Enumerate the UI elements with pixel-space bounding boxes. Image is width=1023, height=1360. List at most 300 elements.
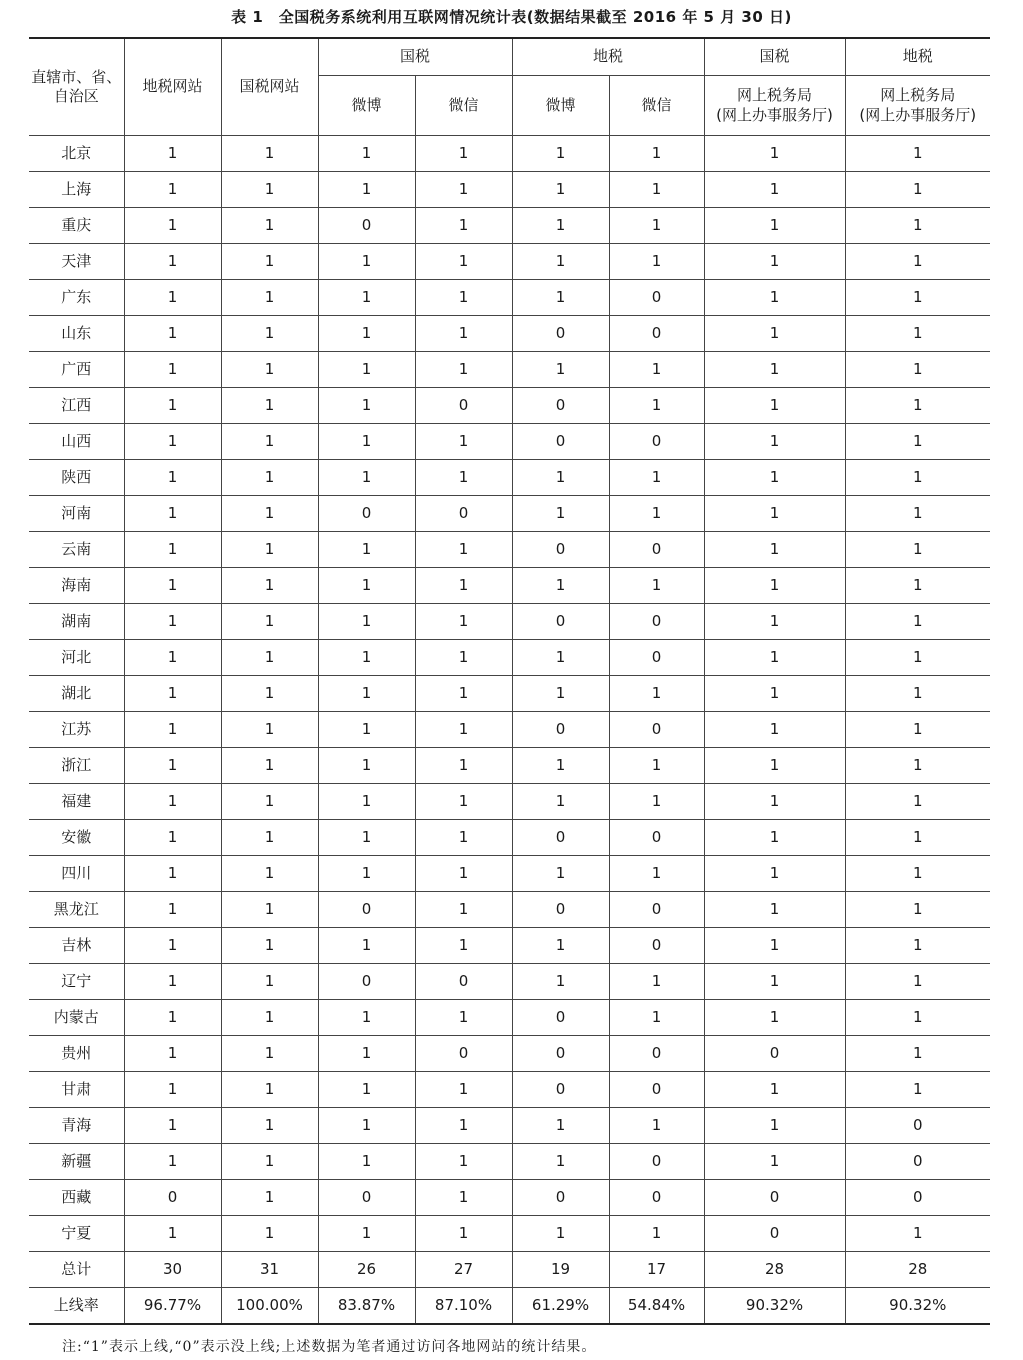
value-cell: 1: [124, 676, 221, 712]
value-cell: 1: [845, 964, 990, 1000]
value-cell: 0: [512, 1000, 609, 1036]
region-cell: 宁夏: [29, 1216, 124, 1252]
value-cell: 1: [415, 604, 512, 640]
value-cell: 1: [124, 928, 221, 964]
region-cell: 广东: [29, 280, 124, 316]
value-cell: 1: [221, 1072, 318, 1108]
region-cell: 浙江: [29, 748, 124, 784]
value-cell: 1: [512, 1108, 609, 1144]
table-row: [29, 244, 990, 280]
table-note: 注:“1”表示上线,“0”表示没上线;上述数据为笔者通过访问各地网站的统计结果。: [62, 1339, 597, 1355]
value-cell: 1: [415, 424, 512, 460]
value-cell: 1: [609, 1108, 704, 1144]
value-cell: 1: [704, 928, 845, 964]
value-cell: 0: [845, 1144, 990, 1180]
table-row: [29, 460, 990, 496]
value-cell: 0: [609, 892, 704, 928]
value-cell: 1: [609, 964, 704, 1000]
value-cell: 87.10%: [415, 1288, 512, 1325]
region-cell: 山东: [29, 316, 124, 352]
value-cell: 1: [704, 496, 845, 532]
value-cell: 1: [318, 316, 415, 352]
value-cell: 1: [318, 1144, 415, 1180]
region-cell: 内蒙古: [29, 1000, 124, 1036]
value-cell: 1: [124, 568, 221, 604]
value-cell: 1: [512, 676, 609, 712]
value-cell: 1: [124, 1000, 221, 1036]
value-cell: 1: [845, 316, 990, 352]
table-row: [29, 424, 990, 460]
value-cell: 0: [512, 820, 609, 856]
value-cell: 1: [704, 1108, 845, 1144]
value-cell: 1: [415, 460, 512, 496]
value-cell: 1: [415, 352, 512, 388]
value-cell: 1: [124, 820, 221, 856]
table-row: [29, 1252, 990, 1288]
value-cell: 1: [704, 640, 845, 676]
value-cell: 1: [124, 460, 221, 496]
region-cell: 河北: [29, 640, 124, 676]
value-cell: 0: [512, 424, 609, 460]
value-cell: 1: [124, 532, 221, 568]
value-cell: 1: [124, 1036, 221, 1072]
table-row: [29, 1000, 990, 1036]
value-cell: 1: [704, 892, 845, 928]
table-row: [29, 604, 990, 640]
table-row: [29, 316, 990, 352]
value-cell: 1: [845, 424, 990, 460]
header-region: 直辖市、省、 自治区: [29, 38, 124, 136]
value-cell: 1: [415, 280, 512, 316]
value-cell: 1: [318, 784, 415, 820]
value-cell: 1: [221, 1036, 318, 1072]
value-cell: 1: [704, 388, 845, 424]
value-cell: 1: [845, 604, 990, 640]
value-cell: 1: [609, 748, 704, 784]
value-cell: 1: [415, 1000, 512, 1036]
value-cell: 1: [609, 136, 704, 172]
value-cell: 1: [221, 532, 318, 568]
value-cell: 0: [512, 712, 609, 748]
header-gs-online-bureau: 网上税务局 (网上办事服务厅): [704, 76, 845, 136]
value-cell: 1: [609, 460, 704, 496]
value-cell: 1: [221, 712, 318, 748]
value-cell: 1: [221, 352, 318, 388]
statistics-table: [29, 37, 990, 1325]
value-cell: 1: [704, 172, 845, 208]
region-cell: 湖北: [29, 676, 124, 712]
value-cell: 1: [415, 172, 512, 208]
value-cell: 1: [318, 136, 415, 172]
value-cell: 1: [845, 280, 990, 316]
region-cell: 陕西: [29, 460, 124, 496]
header-gs-group: 国税: [318, 38, 512, 76]
value-cell: 0: [609, 712, 704, 748]
region-cell: 海南: [29, 568, 124, 604]
value-cell: 1: [704, 244, 845, 280]
value-cell: 1: [318, 604, 415, 640]
value-cell: 1: [124, 1144, 221, 1180]
value-cell: 1: [124, 892, 221, 928]
value-cell: 0: [512, 1072, 609, 1108]
value-cell: 1: [609, 352, 704, 388]
region-cell: 安徽: [29, 820, 124, 856]
value-cell: 0: [415, 496, 512, 532]
region-cell: 湖南: [29, 604, 124, 640]
value-cell: 1: [704, 604, 845, 640]
value-cell: 96.77%: [124, 1288, 221, 1325]
value-cell: 0: [318, 496, 415, 532]
region-cell: 吉林: [29, 928, 124, 964]
value-cell: 0: [512, 316, 609, 352]
value-cell: 61.29%: [512, 1288, 609, 1325]
value-cell: 0: [609, 1072, 704, 1108]
table-caption: 表 1 全国税务系统利用互联网情况统计表(数据结果截至 2016 年 5 月 30 日): [231, 8, 792, 26]
table-row: [29, 568, 990, 604]
value-cell: 1: [704, 316, 845, 352]
value-cell: 0: [318, 1180, 415, 1216]
value-cell: 1: [124, 1108, 221, 1144]
value-cell: 0: [415, 964, 512, 1000]
table-row: [29, 1216, 990, 1252]
value-cell: 1: [415, 532, 512, 568]
value-cell: 1: [221, 1216, 318, 1252]
value-cell: 0: [845, 1108, 990, 1144]
value-cell: 1: [845, 136, 990, 172]
value-cell: 1: [124, 352, 221, 388]
value-cell: 26: [318, 1252, 415, 1288]
value-cell: 1: [318, 352, 415, 388]
value-cell: 1: [415, 748, 512, 784]
value-cell: 1: [415, 856, 512, 892]
value-cell: 1: [845, 244, 990, 280]
value-cell: 0: [609, 820, 704, 856]
value-cell: 28: [704, 1252, 845, 1288]
region-cell: 天津: [29, 244, 124, 280]
value-cell: 1: [415, 640, 512, 676]
value-cell: 1: [415, 676, 512, 712]
header-ds-weixin: 微信: [609, 76, 704, 136]
region-cell: 河南: [29, 496, 124, 532]
value-cell: 1: [845, 496, 990, 532]
value-cell: 0: [609, 532, 704, 568]
value-cell: 1: [415, 928, 512, 964]
value-cell: 19: [512, 1252, 609, 1288]
region-cell: 上海: [29, 172, 124, 208]
value-cell: 0: [318, 892, 415, 928]
value-cell: 1: [124, 136, 221, 172]
value-cell: 1: [512, 352, 609, 388]
value-cell: 1: [318, 640, 415, 676]
value-cell: 1: [704, 964, 845, 1000]
value-cell: 1: [704, 532, 845, 568]
value-cell: 0: [609, 928, 704, 964]
value-cell: 0: [512, 1036, 609, 1072]
value-cell: 1: [221, 424, 318, 460]
value-cell: 1: [124, 496, 221, 532]
value-cell: 1: [124, 424, 221, 460]
table-row: [29, 1108, 990, 1144]
value-cell: 1: [704, 1072, 845, 1108]
value-cell: 1: [318, 928, 415, 964]
table-row: [29, 496, 990, 532]
table-row: [29, 208, 990, 244]
value-cell: 1: [124, 172, 221, 208]
value-cell: 1: [704, 460, 845, 496]
table-row: [29, 964, 990, 1000]
value-cell: 1: [318, 460, 415, 496]
table-row: [29, 280, 990, 316]
value-cell: 1: [512, 964, 609, 1000]
value-cell: 1: [512, 172, 609, 208]
region-cell: 总计: [29, 1252, 124, 1288]
value-cell: 1: [221, 820, 318, 856]
value-cell: 1: [415, 208, 512, 244]
value-cell: 30: [124, 1252, 221, 1288]
value-cell: 1: [845, 532, 990, 568]
value-cell: 1: [124, 388, 221, 424]
value-cell: 1: [845, 784, 990, 820]
value-cell: 1: [845, 388, 990, 424]
value-cell: 1: [512, 928, 609, 964]
value-cell: 31: [221, 1252, 318, 1288]
region-cell: 新疆: [29, 1144, 124, 1180]
region-cell: 青海: [29, 1108, 124, 1144]
value-cell: 0: [512, 532, 609, 568]
value-cell: 0: [609, 280, 704, 316]
value-cell: 1: [845, 712, 990, 748]
table-body: [29, 136, 990, 1325]
value-cell: 1: [609, 676, 704, 712]
value-cell: 0: [609, 1144, 704, 1180]
value-cell: 1: [221, 496, 318, 532]
table-row: [29, 928, 990, 964]
value-cell: 1: [318, 1108, 415, 1144]
table-row: [29, 820, 990, 856]
table-row: [29, 136, 990, 172]
value-cell: 1: [609, 1216, 704, 1252]
value-cell: 1: [415, 1072, 512, 1108]
value-cell: 0: [512, 604, 609, 640]
value-cell: 54.84%: [609, 1288, 704, 1325]
header-ds-group: 地税: [512, 38, 704, 76]
value-cell: 1: [512, 244, 609, 280]
value-cell: 1: [704, 280, 845, 316]
table-row: [29, 388, 990, 424]
table-row: [29, 1036, 990, 1072]
header-gs-online-top: 国税: [704, 38, 845, 76]
region-cell: 山西: [29, 424, 124, 460]
value-cell: 1: [221, 568, 318, 604]
value-cell: 1: [609, 388, 704, 424]
value-cell: 1: [415, 568, 512, 604]
value-cell: 1: [318, 1072, 415, 1108]
value-cell: 1: [415, 1108, 512, 1144]
value-cell: 0: [609, 424, 704, 460]
value-cell: 0: [415, 388, 512, 424]
value-cell: 1: [124, 748, 221, 784]
value-cell: 1: [512, 856, 609, 892]
value-cell: 1: [221, 1000, 318, 1036]
value-cell: 1: [415, 244, 512, 280]
table-row: [29, 1072, 990, 1108]
value-cell: 1: [318, 280, 415, 316]
value-cell: 1: [221, 316, 318, 352]
value-cell: 1: [704, 352, 845, 388]
value-cell: 1: [221, 280, 318, 316]
value-cell: 1: [609, 1000, 704, 1036]
value-cell: 1: [221, 460, 318, 496]
value-cell: 1: [415, 820, 512, 856]
value-cell: 1: [124, 856, 221, 892]
value-cell: 1: [221, 640, 318, 676]
value-cell: 1: [512, 784, 609, 820]
value-cell: 0: [512, 388, 609, 424]
value-cell: 1: [318, 172, 415, 208]
table-row: [29, 1180, 990, 1216]
table-row: [29, 1288, 990, 1325]
value-cell: 0: [609, 1180, 704, 1216]
value-cell: 1: [845, 460, 990, 496]
value-cell: 1: [704, 568, 845, 604]
value-cell: 1: [704, 424, 845, 460]
value-cell: 1: [124, 1072, 221, 1108]
value-cell: 1: [704, 208, 845, 244]
value-cell: 0: [415, 1036, 512, 1072]
value-cell: 1: [221, 928, 318, 964]
header-ds-online-top: 地税: [845, 38, 990, 76]
region-cell: 辽宁: [29, 964, 124, 1000]
value-cell: 1: [221, 676, 318, 712]
value-cell: 1: [512, 568, 609, 604]
value-cell: 1: [124, 1216, 221, 1252]
value-cell: 1: [704, 856, 845, 892]
value-cell: 1: [124, 964, 221, 1000]
value-cell: 1: [124, 208, 221, 244]
table-row: [29, 892, 990, 928]
value-cell: 1: [318, 856, 415, 892]
value-cell: 1: [609, 568, 704, 604]
value-cell: 1: [318, 820, 415, 856]
value-cell: 1: [221, 208, 318, 244]
value-cell: 1: [609, 244, 704, 280]
value-cell: 1: [221, 604, 318, 640]
region-cell: 江苏: [29, 712, 124, 748]
value-cell: 1: [318, 1000, 415, 1036]
value-cell: 1: [704, 712, 845, 748]
value-cell: 1: [609, 856, 704, 892]
region-cell: 广西: [29, 352, 124, 388]
region-cell: 上线率: [29, 1288, 124, 1325]
value-cell: 1: [609, 208, 704, 244]
value-cell: 1: [512, 208, 609, 244]
value-cell: 1: [221, 388, 318, 424]
table-row: [29, 532, 990, 568]
value-cell: 0: [609, 316, 704, 352]
value-cell: 1: [415, 1216, 512, 1252]
value-cell: 1: [704, 748, 845, 784]
value-cell: 1: [124, 604, 221, 640]
value-cell: 1: [704, 136, 845, 172]
value-cell: 0: [609, 640, 704, 676]
value-cell: 1: [704, 676, 845, 712]
region-cell: 江西: [29, 388, 124, 424]
header-gs-site: 国税网站: [221, 38, 318, 136]
value-cell: 1: [512, 640, 609, 676]
value-cell: 1: [221, 748, 318, 784]
value-cell: 1: [415, 712, 512, 748]
table-row: [29, 712, 990, 748]
value-cell: 0: [845, 1180, 990, 1216]
value-cell: 1: [124, 244, 221, 280]
value-cell: 1: [318, 568, 415, 604]
value-cell: 1: [124, 784, 221, 820]
value-cell: 0: [124, 1180, 221, 1216]
value-cell: 1: [221, 1180, 318, 1216]
region-cell: 云南: [29, 532, 124, 568]
value-cell: 1: [221, 244, 318, 280]
value-cell: 1: [415, 1144, 512, 1180]
value-cell: 1: [845, 928, 990, 964]
table-row: [29, 784, 990, 820]
value-cell: 0: [318, 208, 415, 244]
value-cell: 1: [318, 748, 415, 784]
value-cell: 1: [318, 244, 415, 280]
header-gs-weibo: 微博: [318, 76, 415, 136]
header-ds-site: 地税网站: [124, 38, 221, 136]
region-cell: 重庆: [29, 208, 124, 244]
value-cell: 1: [124, 316, 221, 352]
value-cell: 1: [845, 1036, 990, 1072]
table-row: [29, 1144, 990, 1180]
value-cell: 1: [845, 1000, 990, 1036]
value-cell: 83.87%: [318, 1288, 415, 1325]
value-cell: 1: [704, 784, 845, 820]
region-cell: 西藏: [29, 1180, 124, 1216]
table-row: [29, 856, 990, 892]
value-cell: 1: [845, 856, 990, 892]
value-cell: 1: [845, 568, 990, 604]
table-row: [29, 172, 990, 208]
value-cell: 1: [415, 1180, 512, 1216]
value-cell: 1: [609, 784, 704, 820]
value-cell: 1: [845, 676, 990, 712]
value-cell: 1: [512, 460, 609, 496]
value-cell: 28: [845, 1252, 990, 1288]
value-cell: 1: [318, 1036, 415, 1072]
value-cell: 1: [609, 496, 704, 532]
value-cell: 1: [845, 1072, 990, 1108]
value-cell: 1: [221, 856, 318, 892]
value-cell: 1: [221, 964, 318, 1000]
value-cell: 1: [415, 784, 512, 820]
value-cell: 1: [318, 424, 415, 460]
value-cell: 1: [318, 1216, 415, 1252]
value-cell: 0: [609, 1036, 704, 1072]
value-cell: 1: [512, 1144, 609, 1180]
value-cell: 0: [512, 892, 609, 928]
value-cell: 1: [318, 712, 415, 748]
value-cell: 0: [704, 1180, 845, 1216]
value-cell: 1: [415, 892, 512, 928]
value-cell: 1: [845, 172, 990, 208]
value-cell: 1: [318, 532, 415, 568]
value-cell: 1: [512, 136, 609, 172]
table-row: [29, 676, 990, 712]
value-cell: 1: [221, 172, 318, 208]
value-cell: 1: [415, 316, 512, 352]
value-cell: 1: [845, 208, 990, 244]
